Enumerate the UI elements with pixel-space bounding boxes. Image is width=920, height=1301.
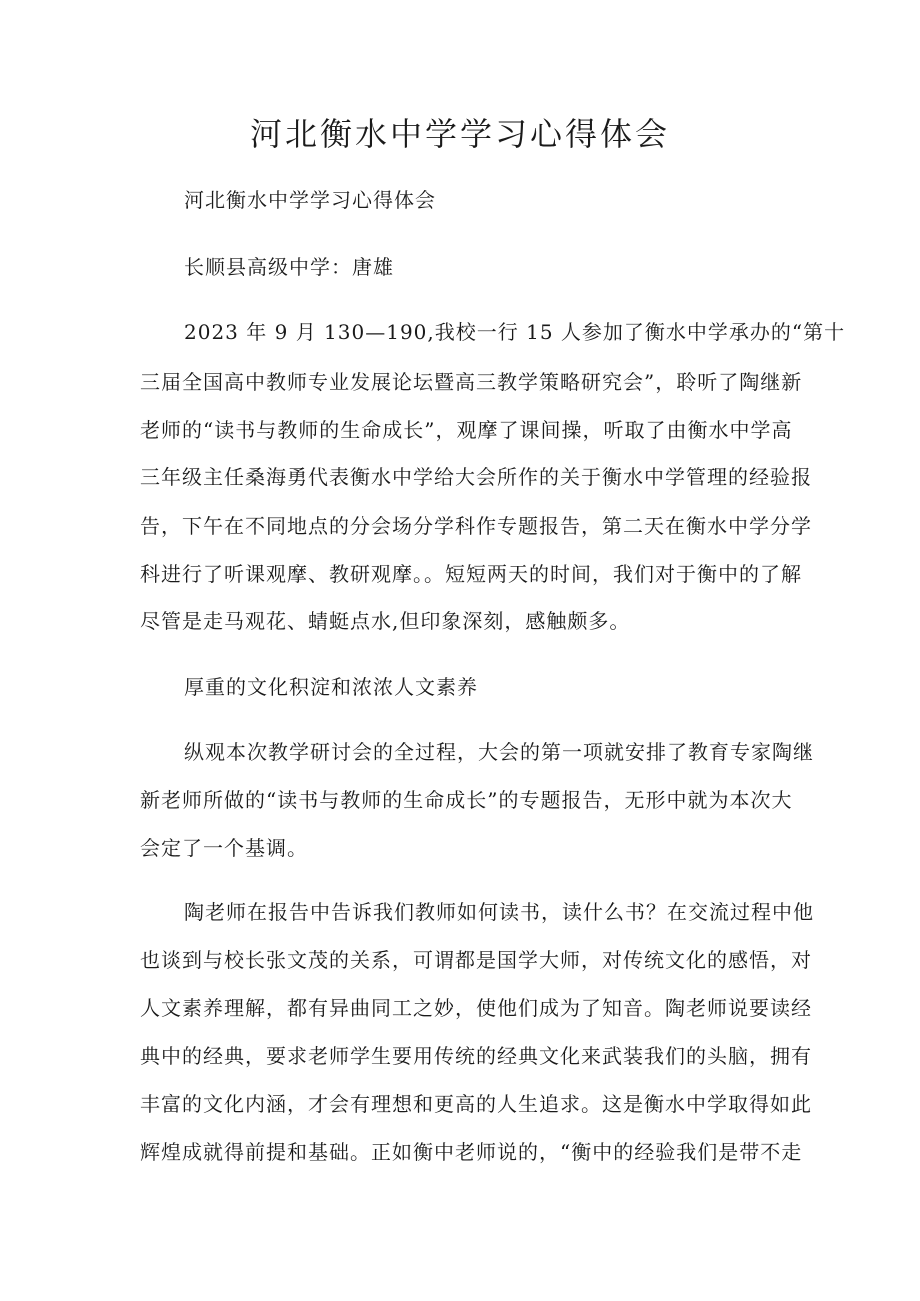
document-title: 河北衡水中学学习心得体会 (249, 115, 670, 153)
author-line: 长顺县高级中学：唐雄 (184, 255, 394, 279)
paragraph-1-line-5: 告，下午在不同地点的分会场分学科作专题报告，第二天在衡水中学分学 (140, 514, 812, 538)
paragraph-4-line-5: 丰富的文化内涵，才会有理想和更高的人生追求。这是衡水中学取得如此 (140, 1092, 812, 1116)
subtitle: 河北衡水中学学习心得体会 (184, 188, 436, 212)
paragraph-1-line-6: 科进行了听课观摩、教研观摩。。短短两天的时间，我们对于衡中的了解 (140, 562, 802, 586)
paragraph-4-line-2: 也谈到与校长张文茂的关系，可谓都是国学大师，对传统文化的感悟，对 (140, 948, 812, 972)
paragraph-3-line-3: 会定了一个基调。 (140, 836, 308, 860)
paragraph-4-line-4: 典中的经典，要求老师学生要用传统的经典文化来武装我们的头脑，拥有 (140, 1044, 812, 1068)
section-heading: 厚重的文化积淀和浓浓人文素养 (184, 675, 478, 699)
paragraph-3-line-1: 纵观本次教学研讨会的全过程，大会的第一项就安排了教育专家陶继 (184, 740, 814, 764)
paragraph-3-line-2: 新老师所做的“读书与教师的生命成长”的专题报告，无形中就为本次大 (140, 788, 793, 812)
paragraph-4-line-6: 辉煌成就得前提和基础。正如衡中老师说的，“衡中的经验我们是带不走 (140, 1140, 803, 1164)
paragraph-1-line-4: 三年级主任桑海勇代表衡水中学给大会所作的关于衡水中学管理的经验报 (140, 465, 812, 489)
paragraph-1-line-2: 三届全国高中教师专业发展论坛暨高三教学策略研究会”，聆听了陶继新 (140, 370, 803, 394)
paragraph-1-line-1: 2023 年 9 月 130—190,我校一行 15 人参加了衡水中学承办的“第十 (184, 320, 846, 344)
paragraph-4-line-3: 人文素养理解，都有异曲同工之妙，使他们成为了知音。陶老师说要读经 (140, 996, 812, 1020)
paragraph-1-line-7: 尽管是走马观花、蜻蜓点水,但印象深刻，感触颇多。 (140, 609, 631, 633)
paragraph-4-line-1: 陶老师在报告中告诉我们教师如何读书，读什么书？在交流过程中他 (184, 900, 814, 924)
paragraph-1-line-3: 老师的“读书与教师的生命成长”，观摩了课间操，听取了由衡水中学高 (140, 418, 793, 442)
